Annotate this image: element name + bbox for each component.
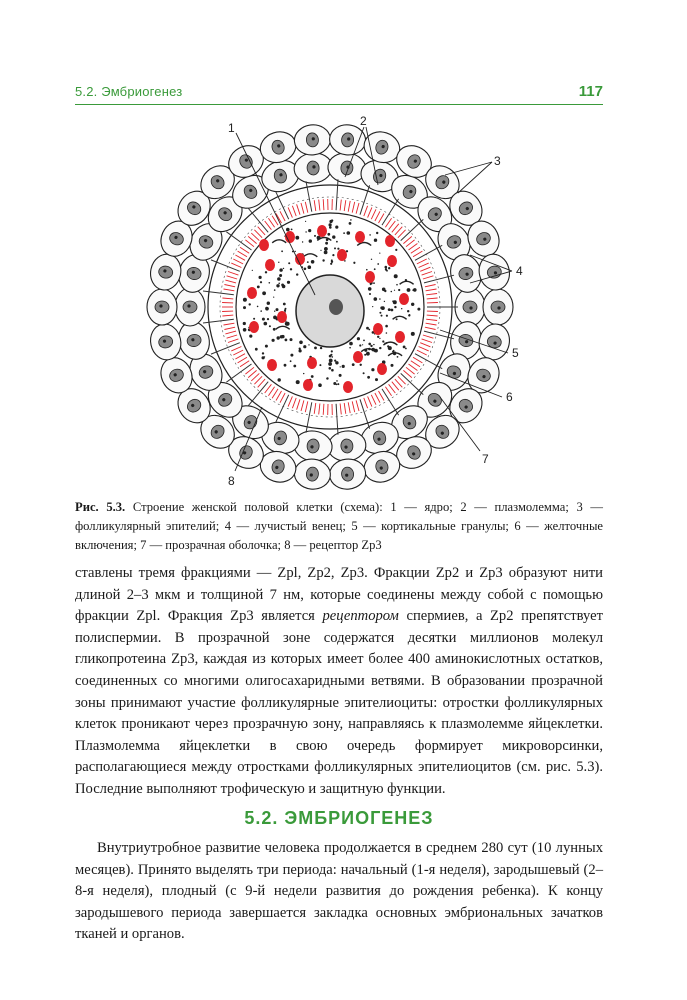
cortical-granule bbox=[385, 235, 395, 247]
cortical-granule bbox=[365, 271, 375, 283]
cortical-granule bbox=[295, 253, 305, 265]
page-number: 117 bbox=[578, 83, 603, 100]
follicular-cell bbox=[175, 288, 205, 326]
cortical-granule bbox=[395, 331, 405, 343]
cortical-granule bbox=[317, 225, 327, 237]
figure-label-4: 4 bbox=[516, 264, 523, 278]
caption-text: Строение женской половой клетки (схема): 1 — ядро; 2 — плазмолемма; 3 — фолликулярный эпителий; 4 — лучистый венец; 5 — кортикальные гранулы; 6 — желточные включения; 7 — прозрачная оболочка; 8 — рецептор Zp3 bbox=[75, 500, 604, 552]
caption-prefix: Рис. 5.3. bbox=[75, 500, 126, 514]
follicular-cell bbox=[147, 289, 177, 325]
figure-label-6: 6 bbox=[506, 390, 513, 404]
figure-label-2: 2 bbox=[360, 115, 367, 128]
figure-label-7: 7 bbox=[482, 452, 489, 466]
follicular-cell bbox=[328, 457, 367, 491]
nucleolus bbox=[329, 299, 343, 315]
figure-label-3: 3 bbox=[494, 154, 501, 168]
cortical-granule bbox=[377, 363, 387, 375]
follicular-cell bbox=[147, 321, 184, 362]
cortical-granule bbox=[307, 357, 317, 369]
cortical-granule bbox=[373, 323, 383, 335]
follicular-cell bbox=[328, 123, 367, 157]
cortical-granule bbox=[387, 255, 397, 267]
follicular-cell bbox=[147, 251, 184, 292]
paragraph2-text: Внутриутробное развитие человека продолжается в среднем 280 сут (10 лунных месяцев). Принято выделять три периода: начальный (1-я неделя), зародышевый (2–8-я неделя), плодный (с 9-й недели развития до рождения ребенка). К концу зародышевого периода завершается закладка основных эмбриональных зачатков тканей и органов. bbox=[75, 840, 603, 943]
cortical-granule bbox=[259, 239, 269, 251]
paragraph-zona-pellucida bbox=[75, 563, 603, 801]
figure-oocyte-diagram bbox=[140, 115, 540, 495]
paragraph1-text-b: спермиев, а Zp2 препятствует полиспермии. В прозрачной зоне содержатся десятки миллионов молекул гликопротеина Zp3, каждая из которых имеет более 400 аминокислотных остатков, соединенных со многими олигосахаридными ветвями. В образовании прозрачной зоны принимают участие фолликулярные эпителиоциты: отростки фолликулярных клеток проникают через прозрачную зону, направляясь к плазмолемме яйцеклетки. Плазмолемма яйцеклетки в свою очередь формирует микроворсинки, располагающиеся между отростками фолликулярных эпителиоцитов (см. рис. 5.3). Последние выполняют трофическую и защитную функции. bbox=[75, 608, 603, 797]
cortical-granule bbox=[303, 379, 313, 391]
header-rule bbox=[75, 104, 603, 105]
follicular-cell bbox=[292, 429, 333, 463]
cortical-granule bbox=[247, 287, 257, 299]
paragraph1-text-a: ставлены тремя фракциями — Zpl, Zp2, Zp3. Фракции Zp2 и Zp3 образуют нити длиной 2–3 мкм и толщиной 7 нм, которые соединены между собой с помощью фракции Zpl. Фракция Zp3 является bbox=[75, 565, 603, 625]
paragraph-embryogenesis bbox=[75, 838, 603, 946]
figure-label-1: 1 bbox=[228, 121, 235, 135]
section-heading: 5.2. ЭМБРИОГЕНЕЗ bbox=[244, 808, 434, 828]
cortical-granule bbox=[277, 311, 287, 323]
cortical-granule bbox=[399, 293, 409, 305]
follicular-cell bbox=[293, 457, 332, 491]
paragraph1-term: рецептором bbox=[322, 608, 399, 625]
header-section-title: 5.2. Эмбриогенез bbox=[75, 84, 183, 99]
follicular-cell bbox=[483, 289, 513, 325]
follicular-cell bbox=[455, 288, 485, 326]
cortical-granule bbox=[353, 351, 363, 363]
figure-label-8: 8 bbox=[228, 474, 235, 488]
figure-label-5: 5 bbox=[512, 346, 519, 360]
cortical-granule bbox=[337, 249, 347, 261]
cortical-granule bbox=[343, 381, 353, 393]
cortical-granule bbox=[265, 259, 275, 271]
follicular-cell bbox=[476, 321, 513, 362]
follicular-cell bbox=[293, 123, 332, 157]
follicular-cell bbox=[326, 151, 367, 185]
cortical-granule bbox=[267, 359, 277, 371]
cortical-granule bbox=[249, 321, 259, 333]
cortical-granule bbox=[355, 231, 365, 243]
oocyte-illustration bbox=[140, 115, 540, 495]
figure-caption bbox=[75, 498, 603, 555]
running-header bbox=[75, 84, 603, 104]
